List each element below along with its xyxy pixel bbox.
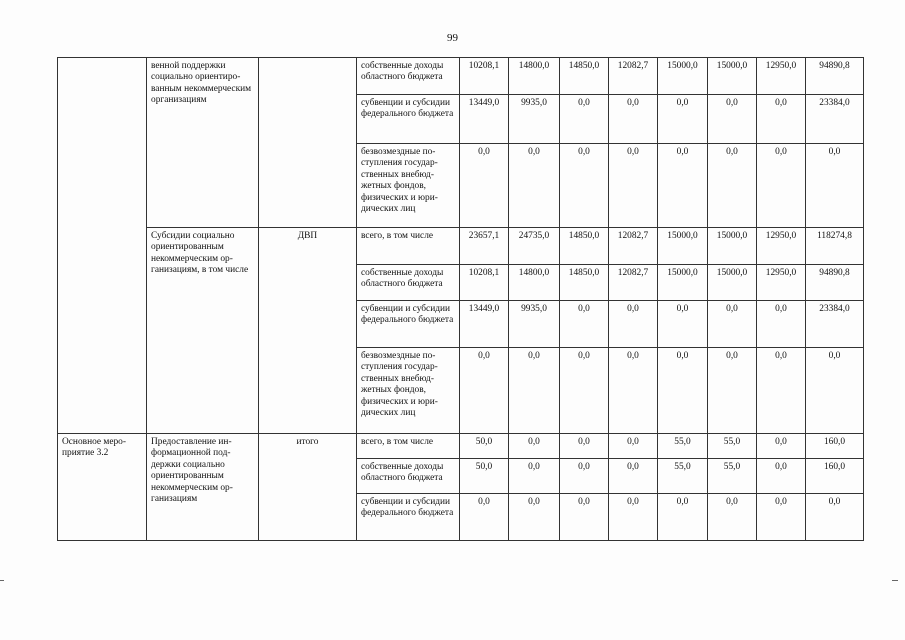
value-cell: 14850,0	[560, 265, 609, 301]
value-cell: 0,0	[609, 459, 658, 494]
total-cell: 0,0	[806, 348, 864, 434]
value-cell: 0,0	[609, 95, 658, 144]
value-cell: 55,0	[658, 459, 708, 494]
table-row	[58, 434, 864, 459]
total-cell: 23384,0	[806, 301, 864, 348]
value-cell: 9935,0	[509, 301, 560, 348]
value-cell: 10208,1	[460, 58, 509, 95]
value-cell: 12082,7	[609, 265, 658, 301]
value-cell: 0,0	[509, 348, 560, 434]
table-row	[58, 228, 864, 265]
table-row	[58, 58, 864, 95]
value-cell: 0,0	[560, 95, 609, 144]
value-cell: 14850,0	[560, 58, 609, 95]
funding-source-cell: всего, в том числе	[357, 434, 460, 459]
value-cell: 24735,0	[509, 228, 560, 265]
value-cell: 12950,0	[757, 228, 806, 265]
value-cell: 0,0	[708, 348, 757, 434]
value-cell: 55,0	[708, 459, 757, 494]
executor-cell: ДВП	[259, 228, 357, 434]
total-cell: 0,0	[806, 144, 864, 228]
value-cell: 55,0	[708, 434, 757, 459]
value-cell: 14800,0	[509, 265, 560, 301]
value-cell: 0,0	[708, 95, 757, 144]
budget-table	[57, 57, 864, 541]
value-cell: 0,0	[708, 301, 757, 348]
value-cell: 0,0	[609, 348, 658, 434]
value-cell: 0,0	[609, 494, 658, 541]
total-cell: 94890,8	[806, 265, 864, 301]
value-cell: 13449,0	[460, 95, 509, 144]
value-cell: 0,0	[708, 144, 757, 228]
total-cell: 160,0	[806, 434, 864, 459]
value-cell: 0,0	[658, 348, 708, 434]
value-cell: 0,0	[560, 301, 609, 348]
total-cell: 23384,0	[806, 95, 864, 144]
value-cell: 0,0	[609, 434, 658, 459]
value-cell: 0,0	[757, 144, 806, 228]
page-edge-mark	[892, 580, 898, 581]
value-cell: 15000,0	[658, 265, 708, 301]
value-cell: 0,0	[460, 348, 509, 434]
total-cell: 94890,8	[806, 58, 864, 95]
value-cell: 0,0	[757, 348, 806, 434]
value-cell: 0,0	[658, 144, 708, 228]
value-cell: 15000,0	[708, 228, 757, 265]
value-cell: 0,0	[509, 459, 560, 494]
value-cell: 0,0	[460, 144, 509, 228]
value-cell: 13449,0	[460, 301, 509, 348]
value-cell: 12950,0	[757, 58, 806, 95]
value-cell: 14850,0	[560, 228, 609, 265]
measure-name-cell: Субсидии социально ориентированным некоммерческим организациям, в том числе	[147, 228, 259, 434]
value-cell: 0,0	[560, 348, 609, 434]
value-cell: 55,0	[658, 434, 708, 459]
funding-source-cell: собственные доходы областного бюджета	[357, 265, 460, 301]
total-cell: 160,0	[806, 459, 864, 494]
value-cell: 9935,0	[509, 95, 560, 144]
value-cell: 15000,0	[658, 228, 708, 265]
page-edge-mark	[0, 580, 4, 581]
value-cell: 0,0	[757, 95, 806, 144]
funding-source-cell: собственные доходы областного бюджета	[357, 58, 460, 95]
value-cell: 0,0	[658, 494, 708, 541]
funding-source-cell: собственные доходы областного бюджета	[357, 459, 460, 494]
value-cell: 50,0	[460, 434, 509, 459]
funding-source-cell: субвенции и субсидии федерального бюджета	[357, 494, 460, 541]
value-cell: 23657,1	[460, 228, 509, 265]
value-cell: 0,0	[460, 494, 509, 541]
total-cell: 0,0	[806, 494, 864, 541]
funding-source-cell: субвенции и субсидии федерального бюджета	[357, 95, 460, 144]
funding-source-cell: безвозмездные поступления государственных внебюджетных фондов, физических и юридических лиц	[357, 144, 460, 228]
value-cell: 15000,0	[708, 58, 757, 95]
value-cell: 0,0	[560, 144, 609, 228]
value-cell: 0,0	[509, 144, 560, 228]
value-cell: 12082,7	[609, 228, 658, 265]
value-cell: 0,0	[509, 494, 560, 541]
value-cell: 12082,7	[609, 58, 658, 95]
value-cell: 0,0	[609, 144, 658, 228]
value-cell: 15000,0	[708, 265, 757, 301]
funding-source-cell: безвозмездные поступления государственных внебюджетных фондов, физических и юридических лиц	[357, 348, 460, 434]
value-cell: 0,0	[757, 494, 806, 541]
value-cell: 0,0	[658, 95, 708, 144]
value-cell: 0,0	[509, 434, 560, 459]
value-cell: 0,0	[757, 301, 806, 348]
executor-cell: итого	[259, 434, 357, 541]
value-cell: 10208,1	[460, 265, 509, 301]
activity-cell: Основное мероприятие 3.2	[58, 434, 147, 541]
total-cell: 118274,8	[806, 228, 864, 265]
value-cell: 0,0	[560, 459, 609, 494]
measure-name-cell: венной поддержки социально ориентированным некоммерческим организациям	[147, 58, 259, 228]
funding-source-cell: всего, в том числе	[357, 228, 460, 265]
value-cell: 0,0	[658, 301, 708, 348]
value-cell: 0,0	[757, 459, 806, 494]
funding-source-cell: субвенции и субсидии федерального бюджета	[357, 301, 460, 348]
value-cell: 12950,0	[757, 265, 806, 301]
executor-cell	[259, 58, 357, 228]
value-cell: 15000,0	[658, 58, 708, 95]
value-cell: 0,0	[708, 494, 757, 541]
activity-cell	[58, 58, 147, 434]
value-cell: 0,0	[609, 301, 658, 348]
value-cell: 50,0	[460, 459, 509, 494]
measure-name-cell: Предоставление информационной поддержки социально ориентированным некоммерческим организациям	[147, 434, 259, 541]
value-cell: 0,0	[757, 434, 806, 459]
value-cell: 14800,0	[509, 58, 560, 95]
page-number: 99	[447, 32, 458, 44]
value-cell: 0,0	[560, 434, 609, 459]
value-cell: 0,0	[560, 494, 609, 541]
